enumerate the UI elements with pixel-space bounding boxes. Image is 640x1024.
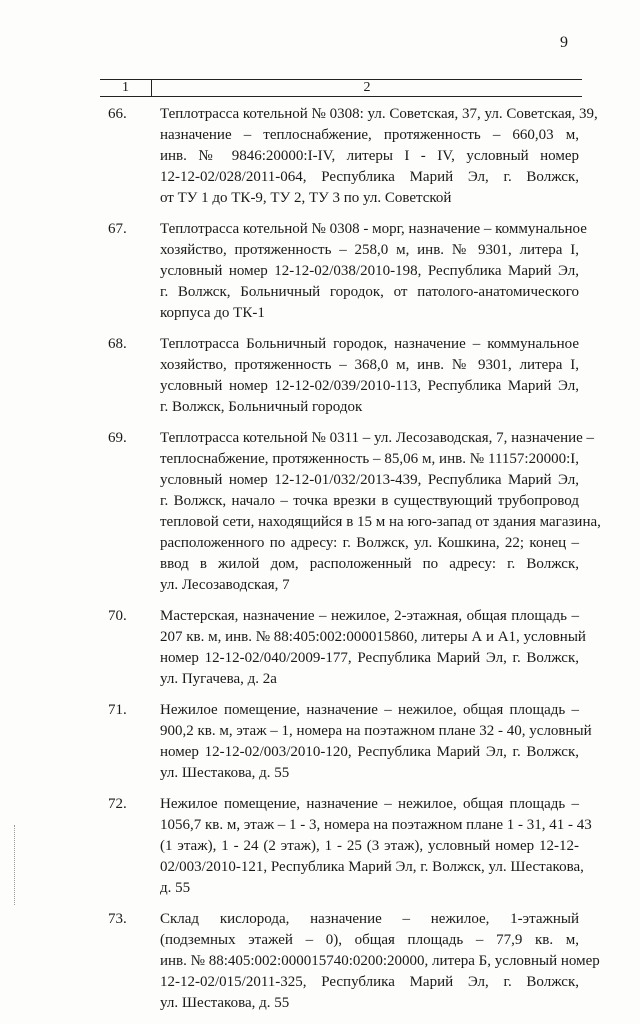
item-number: 69. [108, 430, 127, 446]
item-description [160, 219, 587, 324]
scan-margin-marks [14, 825, 21, 905]
item-text-line: г. Волжск, Больничный городок, от патолого-анатомического [160, 284, 579, 300]
list-item [0, 104, 640, 209]
item-text-line: 02/003/2010-121, Республика Марий Эл, г. Волжск, ул. Шестакова, [160, 859, 584, 875]
item-description [160, 606, 586, 690]
item-text-line: ввод в жилой дом, расположенный по адресу: г. Волжск, [160, 556, 579, 572]
page-number: 9 [560, 34, 568, 51]
item-text-line: 1056,7 кв. м, этаж – 1 - 3, номера на поэтажном плане 1 - 31, 41 - 43 [160, 817, 592, 833]
item-text-line: хозяйство, протяженность – 258,0 м, инв. № 9301, литера I, [160, 242, 579, 258]
item-text-line: инв. № 88:405:002:000015740:0200:20000, литера Б, условный номер [160, 953, 600, 969]
list-item [0, 219, 640, 324]
list-item [0, 700, 640, 784]
item-text-line: 12-12-02/028/2011-064, Республика Марий Эл, г. Волжск, [160, 169, 579, 185]
item-text-line: от ТУ 1 до ТК-9, ТУ 2, ТУ 3 по ул. Советской [160, 190, 452, 206]
item-description [160, 428, 601, 596]
item-text-line: Теплотрасса Больничный городок, назначение – коммунальное [160, 336, 579, 352]
item-text-line: 900,2 кв. м, этаж – 1, номера на поэтажном плане 32 - 40, условный [160, 723, 592, 739]
item-text-line: ул. Лесозаводская, 7 [160, 577, 290, 593]
item-number: 68. [108, 336, 127, 352]
item-description [160, 909, 600, 1014]
item-text-line: Нежилое помещение, назначение – нежилое, общая площадь – [160, 796, 579, 812]
item-text-line: условный номер 12-12-02/038/2010-198, Республика Марий Эл, [160, 263, 579, 279]
item-text-line: номер 12-12-02/040/2009-177, Республика Марий Эл, г. Волжск, [160, 650, 579, 666]
table-header-row [100, 79, 582, 97]
table-header-col2: 2 [363, 80, 371, 95]
item-text-line: ул. Шестакова, д. 55 [160, 995, 290, 1011]
item-number: 73. [108, 911, 127, 927]
item-description [160, 794, 592, 899]
item-text-line: корпуса до ТК-1 [160, 305, 265, 321]
item-text-line: условный номер 12-12-01/032/2013-439, Республика Марий Эл, [160, 472, 579, 488]
item-number: 70. [108, 608, 127, 624]
item-text-line: условный номер 12-12-02/039/2010-113, Республика Марий Эл, [160, 378, 579, 394]
item-text-line: теплоснабжение, протяженность – 85,06 м, инв. № 11157:20000:I, [160, 451, 579, 467]
item-text-line: Мастерская, назначение – нежилое, 2-этажная, общая площадь – [160, 608, 579, 624]
item-text-line: (1 этаж), 1 - 24 (2 этаж), 1 - 25 (3 этаж), условный номер 12-12- [160, 838, 579, 854]
list-item [0, 334, 640, 418]
item-number: 67. [108, 221, 127, 237]
item-text-line: Нежилое помещение, назначение – нежилое, общая площадь – [160, 702, 579, 718]
item-text-line: ул. Шестакова, д. 55 [160, 765, 290, 781]
item-text-line: Склад кислорода, назначение – нежилое, 1-этажный [160, 911, 579, 927]
item-text-line: расположенного по адресу: г. Волжск, ул. Кошкина, 22; конец – [160, 535, 579, 551]
item-text-line: инв. № 9846:20000:I-IV, литеры I - IV, условный номер [160, 148, 579, 164]
item-text-line: 207 кв. м, инв. № 88:405:002:000015860, литеры А и А1, условный [160, 629, 586, 645]
item-text-line: Теплотрасса котельной № 0308 - морг, назначение – коммунальное [160, 221, 587, 237]
item-text-line: 12-12-02/015/2011-325, Республика Марий Эл, г. Волжск, [160, 974, 579, 990]
table-header-col1: 1 [100, 80, 152, 96]
item-text-line: д. 55 [160, 880, 191, 896]
item-text-line: Теплотрасса котельной № 0311 – ул. Лесозаводская, 7, назначение – [160, 430, 595, 446]
item-text-line: тепловой сети, находящийся в 15 м на юго-запад от здания магазина, [160, 514, 601, 530]
item-text-line: хозяйство, протяженность – 368,0 м, инв. № 9301, литера I, [160, 357, 579, 373]
item-text-line: назначение – теплоснабжение, протяженность – 660,03 м, [160, 127, 579, 143]
item-text-line: номер 12-12-02/003/2010-120, Республика Марий Эл, г. Волжск, [160, 744, 579, 760]
entries-list [0, 104, 640, 1024]
item-text-line: Теплотрасса котельной № 0308: ул. Советская, 37, ул. Советская, 39, [160, 106, 598, 122]
item-text-line: г. Волжск, начало – точка врезки в существующий трубопровод [160, 493, 579, 509]
list-item [0, 428, 640, 596]
item-description [160, 334, 579, 418]
list-item [0, 794, 640, 899]
list-item [0, 909, 640, 1014]
item-description [160, 700, 592, 784]
item-text-line: г. Волжск, Больничный городок [160, 399, 363, 415]
item-description [160, 104, 598, 209]
item-text-line: ул. Пугачева, д. 2а [160, 671, 277, 687]
item-number: 72. [108, 796, 127, 812]
list-item [0, 606, 640, 690]
item-text-line: (подземных этажей – 0), общая площадь – 77,9 кв. м, [160, 932, 579, 948]
item-number: 66. [108, 106, 127, 122]
item-number: 71. [108, 702, 127, 718]
